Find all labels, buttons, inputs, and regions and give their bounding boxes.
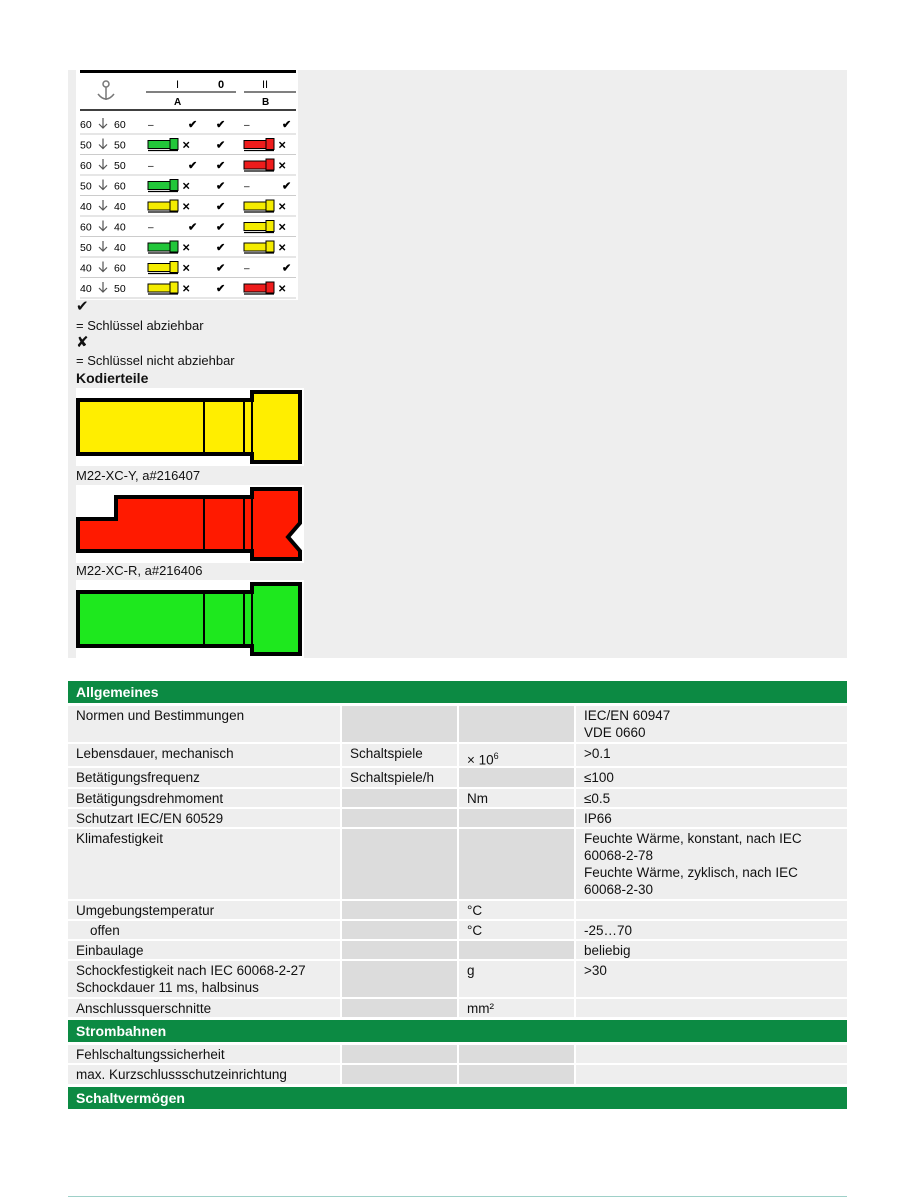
climate-label: Klimafestigkeit xyxy=(68,829,340,899)
row-left-value: 50 xyxy=(80,242,92,254)
row-right-value: 40 xyxy=(114,221,126,234)
position-arrow-icon xyxy=(99,139,107,149)
key-position-table xyxy=(76,70,298,300)
torque-label: Betätigungsdrehmoment xyxy=(68,789,340,807)
row-right-value: 50 xyxy=(114,160,126,172)
open-label: offen xyxy=(68,921,340,939)
cross-icon: ✘ xyxy=(76,334,89,351)
life-value: >0.1 xyxy=(576,744,847,766)
check-icon: ✔ xyxy=(76,298,89,315)
climate-value-2: 60068-2-78 xyxy=(584,848,654,863)
cross-section-unit2: mm² xyxy=(459,999,574,1017)
row-protection xyxy=(68,809,847,827)
cell-0b-check: ✔ xyxy=(216,242,226,254)
row-right-value: 50 xyxy=(114,139,126,152)
life-unit1: Schaltspiele xyxy=(342,744,457,766)
row-mounting xyxy=(68,941,847,959)
row-norms xyxy=(68,706,847,742)
shock-label-1: Schockfestigkeit nach IEC 60068-2-27 xyxy=(76,963,306,978)
row-left-value: 60 xyxy=(80,119,92,131)
cell-b-cross: ✕ xyxy=(278,284,287,295)
cell-0-check: ✔ xyxy=(188,160,198,172)
position-arrow-icon xyxy=(99,180,107,190)
cell-b-dash: – xyxy=(244,181,250,193)
cell-0-check: ✔ xyxy=(188,119,198,131)
row-right-value: 60 xyxy=(114,180,126,193)
open-value: -25…70 xyxy=(576,921,847,939)
cell-b-pin-icon xyxy=(244,282,274,294)
position-arrow-icon xyxy=(99,200,107,210)
cell-a-pin-icon xyxy=(148,200,178,212)
cell-0b-check: ✔ xyxy=(216,119,226,131)
position-arrow-icon xyxy=(99,282,107,292)
row-freq xyxy=(68,768,847,787)
cell-a-pin-icon xyxy=(148,180,178,192)
row-left-value: 40 xyxy=(80,262,92,275)
header-col2: 0 xyxy=(218,79,225,91)
climate-value-4: 60068-2-30 xyxy=(584,882,654,897)
cross-section-label: Anschlussquerschnitte xyxy=(68,999,340,1017)
climate-value-3: Feuchte Wärme, zyklisch, nach IEC xyxy=(584,865,798,880)
row-short-circuit xyxy=(68,1065,847,1084)
cell-b-check: ✔ xyxy=(282,180,292,193)
cell-b-pin-icon xyxy=(244,159,274,171)
section-switching: Schaltvermögen xyxy=(68,1087,847,1109)
mounting-value: beliebig xyxy=(576,941,847,959)
norms-label: Normen und Bestimmungen xyxy=(68,706,340,742)
cell-0b-check: ✔ xyxy=(216,201,226,213)
row-left-value: 50 xyxy=(80,180,92,193)
shock-value: >30 xyxy=(576,961,847,997)
misswitch-label: Fehlschaltungssicherheit xyxy=(68,1045,340,1063)
header-col3: II xyxy=(262,79,269,91)
cell-b-pin-icon xyxy=(244,221,274,233)
life-label: Lebensdauer, mechanisch xyxy=(68,744,340,766)
cell-a-dash: – xyxy=(148,120,154,131)
short-circuit-label: max. Kurzschlussschutzeinrichtung xyxy=(68,1065,340,1084)
cell-a-cross: ✕ xyxy=(182,140,191,152)
cell-b-cross: ✕ xyxy=(278,202,287,213)
section-general: Allgemeines xyxy=(68,681,847,703)
cell-a-cross: ✕ xyxy=(182,181,191,193)
freq-value: ≤100 xyxy=(576,768,847,787)
torque-value: ≤0.5 xyxy=(576,789,847,807)
coding-part-red-caption: M22-XC-R, a#216406 xyxy=(76,563,203,578)
cell-b-check: ✔ xyxy=(282,119,292,131)
cell-a-pin-icon xyxy=(148,241,178,253)
freq-label: Betätigungsfrequenz xyxy=(68,768,340,787)
shock-label-2: Schockdauer 11 ms, halbsinus xyxy=(76,980,259,995)
row-ambient xyxy=(68,901,847,919)
position-arrow-icon xyxy=(99,241,107,251)
protection-label: Schutzart IEC/EN 60529 xyxy=(68,809,340,827)
row-left-value: 60 xyxy=(80,221,92,234)
row-right-value: 60 xyxy=(114,119,126,131)
cell-a-pin-icon xyxy=(148,282,178,294)
protection-value: IP66 xyxy=(576,809,847,827)
cell-0-check: ✔ xyxy=(188,221,198,234)
coding-parts-heading: Kodierteile xyxy=(76,370,149,386)
open-unit2: °C xyxy=(459,921,574,939)
torque-unit2: Nm xyxy=(459,789,574,807)
coding-part-green-image xyxy=(76,580,304,658)
shock-unit2: g xyxy=(459,961,574,997)
row-climate xyxy=(68,829,847,899)
cell-b-dash: – xyxy=(244,120,250,131)
cell-b-pin-icon xyxy=(244,139,274,151)
cell-0b-check: ✔ xyxy=(216,283,226,295)
row-left-value: 40 xyxy=(80,201,92,213)
row-left-value: 50 xyxy=(80,139,92,152)
cell-a-dash: – xyxy=(148,161,154,172)
cell-a-cross: ✕ xyxy=(182,243,191,254)
norms-value-1: IEC/EN 60947 xyxy=(584,708,671,723)
position-arrow-icon xyxy=(99,262,107,272)
climate-value-1: Feuchte Wärme, konstant, nach IEC xyxy=(584,831,802,846)
header-col1: I xyxy=(176,79,180,91)
cell-0b-check: ✔ xyxy=(216,139,226,152)
cell-b-cross: ✕ xyxy=(278,161,287,172)
row-right-value: 40 xyxy=(114,242,126,254)
row-right-value: 40 xyxy=(114,201,126,213)
row-cross-section xyxy=(68,999,847,1017)
cell-a-pin-icon xyxy=(148,139,178,151)
cell-b-cross: ✕ xyxy=(278,140,287,152)
footer-rule xyxy=(68,1196,847,1197)
position-arrow-icon xyxy=(99,159,107,169)
row-right-value: 60 xyxy=(114,262,126,275)
freq-unit1: Schaltspiele/h xyxy=(342,768,457,787)
life-unit2: × $10^6$ xyxy=(459,744,574,766)
row-left-value: 40 xyxy=(80,283,92,295)
row-torque xyxy=(68,789,847,807)
row-life xyxy=(68,744,847,766)
header-sub-b: B xyxy=(262,97,270,108)
ambient-unit2: °C xyxy=(459,901,574,919)
cell-b-check: ✔ xyxy=(282,262,292,275)
cell-a-cross: ✕ xyxy=(182,284,191,295)
section-current-paths: Strombahnen xyxy=(68,1020,847,1042)
key-icon xyxy=(98,81,114,100)
table-top-rule xyxy=(80,70,296,73)
position-arrow-icon xyxy=(99,221,107,231)
cell-a-cross: ✕ xyxy=(182,202,191,213)
row-open xyxy=(68,921,847,939)
row-misswitch xyxy=(68,1045,847,1063)
row-right-value: 50 xyxy=(114,283,126,295)
coding-part-yellow-image xyxy=(76,388,304,466)
ambient-label: Umgebungstemperatur xyxy=(68,901,340,919)
cell-0b-check: ✔ xyxy=(216,262,226,275)
coding-part-yellow-caption: M22-XC-Y, a#216407 xyxy=(76,468,201,483)
mounting-label: Einbaulage xyxy=(68,941,340,959)
cell-b-pin-icon xyxy=(244,241,274,253)
cell-a-pin-icon xyxy=(148,262,178,274)
cell-b-dash: – xyxy=(244,263,250,275)
cell-0b-check: ✔ xyxy=(216,180,226,193)
legend-not-removable: = Schlüssel nicht abziehbar xyxy=(76,353,235,368)
cell-0b-check: ✔ xyxy=(216,160,226,172)
legend-removable: = Schlüssel abziehbar xyxy=(76,318,204,333)
cell-b-cross: ✕ xyxy=(278,222,287,234)
cell-0b-check: ✔ xyxy=(216,221,226,234)
cell-b-cross: ✕ xyxy=(278,243,287,254)
cell-a-dash: – xyxy=(148,222,154,234)
position-arrow-icon xyxy=(99,118,107,128)
header-sub-a: A xyxy=(174,97,182,108)
row-shock xyxy=(68,961,847,997)
cell-b-pin-icon xyxy=(244,200,274,212)
row-left-value: 60 xyxy=(80,160,92,172)
coding-part-red-image xyxy=(76,485,304,563)
cell-a-cross: ✕ xyxy=(182,263,191,275)
norms-value-2: VDE 0660 xyxy=(584,725,646,740)
